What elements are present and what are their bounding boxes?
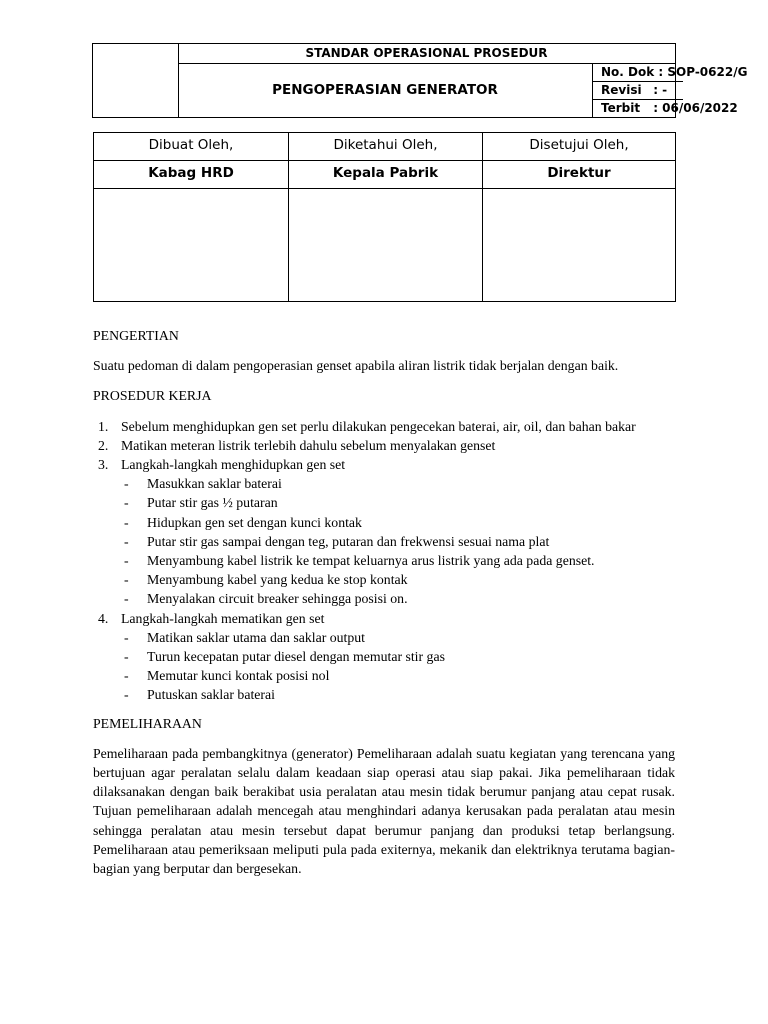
revision-value: - bbox=[662, 83, 668, 97]
issue-date-row bbox=[593, 100, 738, 117]
dash-bullet: - bbox=[124, 572, 129, 588]
substep bbox=[93, 628, 675, 647]
signature-box bbox=[94, 189, 288, 301]
substep-text: Menyambung kabel yang kedua ke stop kontak bbox=[147, 572, 408, 588]
dash-bullet: - bbox=[124, 495, 129, 511]
doc-number-value: SOP-0622/G bbox=[667, 65, 748, 79]
substep-text: Putar stir gas sampai dengan teg, putaran dan frekwensi sesuai nama plat bbox=[147, 533, 550, 549]
document-header-table bbox=[92, 43, 748, 118]
substep-text: Hidupkan gen set dengan kunci kontak bbox=[147, 514, 362, 530]
substep-text: Putuskan saklar baterai bbox=[147, 687, 275, 703]
step-text: Langkah-langkah mematikan gen set bbox=[121, 610, 325, 626]
substep-text: Menyalakan circuit breaker sehingga posisi on. bbox=[147, 591, 408, 607]
doc-number-label: No. Dok bbox=[601, 65, 655, 79]
procedure-steps-list bbox=[93, 417, 675, 705]
dash-bullet: - bbox=[124, 629, 129, 645]
substep bbox=[93, 685, 675, 704]
step-text: Sebelum menghidupkan gen set perlu dilakukan pengecekan baterai, air, oil, dan bahan bakar bbox=[121, 418, 636, 434]
substep bbox=[93, 666, 675, 685]
substep bbox=[93, 551, 675, 570]
issue-date-separator: : bbox=[653, 101, 663, 115]
pemeliharaan-paragraph: Pemeliharaan pada pembangkitnya (generator) Pemeliharaan adalah suatu kegiatan yang terencana yang bertujuan agar peralatan selalu dalam keadaan siap operasi atau siap pakai. Jika pemeliharaan tidak dilaksanakan dengan baik berakibat usia peralatan atau mesin tidak berumur panjang atau cepat rusak. Tujuan pemeliharaan adalah mencegah atau menghindari adanya kerusakan pada peralatan atau mesin sehingga peralatan atau mesin tersebut dapat berumur panjang dan produksi tetap berlangsung. Pemeliharaan atau pemeriksaan meliputi pula pada exiternya, mekanik dan elektriknya terutama bagian-bagian yang berputar dan bergesekan. bbox=[93, 745, 675, 877]
procedure-step bbox=[93, 436, 675, 455]
dash-bullet: - bbox=[124, 553, 129, 569]
logo-cell bbox=[93, 44, 179, 117]
substep-text: Memutar kunci kontak posisi nol bbox=[147, 668, 330, 684]
revision-label: Revisi bbox=[601, 83, 642, 97]
approval-role: Diketahui Oleh, bbox=[289, 133, 482, 161]
section-heading-pemeliharaan: PEMELIHARAAN bbox=[93, 715, 202, 731]
procedure-step bbox=[93, 455, 675, 609]
step-text: Matikan meteran listrik terlebih dahulu sebelum menyalakan genset bbox=[121, 437, 496, 453]
step-number: 3. bbox=[98, 457, 109, 473]
procedure-step bbox=[93, 609, 675, 705]
dash-bullet: - bbox=[124, 591, 129, 607]
dash-bullet: - bbox=[124, 649, 129, 665]
start-substeps-list bbox=[121, 474, 675, 608]
signature-box bbox=[289, 189, 482, 301]
step-number: 1. bbox=[98, 418, 109, 434]
step-text: Langkah-langkah menghidupkan gen set bbox=[121, 457, 346, 473]
approval-column-prepared bbox=[94, 133, 289, 301]
pengertian-paragraph: Suatu pedoman di dalam pengoperasian genset apabila aliran listrik tidak berjalan dengan baik. bbox=[93, 358, 619, 374]
dash-bullet: - bbox=[124, 687, 129, 703]
issue-date-label: Terbit bbox=[601, 101, 641, 115]
substep bbox=[93, 474, 675, 493]
stop-substeps-list bbox=[121, 628, 675, 705]
substep-text: Turun kecepatan putar diesel dengan memutar stir gas bbox=[147, 649, 445, 665]
substep bbox=[93, 493, 675, 512]
approval-column-acknowledged bbox=[289, 133, 483, 301]
substep-text: Masukkan saklar baterai bbox=[147, 476, 282, 492]
dash-bullet: - bbox=[124, 476, 129, 492]
substep-text: Putar stir gas ½ putaran bbox=[147, 495, 278, 511]
step-number: 4. bbox=[98, 610, 109, 626]
approval-role: Disetujui Oleh, bbox=[483, 133, 675, 161]
signature-box bbox=[483, 189, 675, 301]
revision-separator: : bbox=[653, 83, 663, 97]
procedure-step bbox=[93, 417, 675, 436]
approval-position: Kepala Pabrik bbox=[289, 161, 482, 189]
substep bbox=[93, 647, 675, 666]
approval-column-approved bbox=[483, 133, 675, 301]
substep bbox=[93, 513, 675, 532]
section-heading-prosedur: PROSEDUR KERJA bbox=[93, 388, 212, 404]
approval-position: Kabag HRD bbox=[94, 161, 288, 189]
sop-title: STANDAR OPERASIONAL PROSEDUR bbox=[178, 44, 675, 64]
document-title: PENGOPERASIAN GENERATOR bbox=[178, 64, 593, 117]
dash-bullet: - bbox=[124, 668, 129, 684]
section-heading-pengertian: PENGERTIAN bbox=[93, 328, 179, 343]
step-number: 2. bbox=[98, 437, 109, 453]
dash-bullet: - bbox=[124, 533, 129, 549]
doc-number-separator: : bbox=[658, 65, 668, 79]
substep bbox=[93, 532, 675, 551]
substep-text: Menyambung kabel listrik ke tempat keluarnya arus listrik yang ada pada genset. bbox=[147, 553, 595, 569]
approval-position: Direktur bbox=[483, 161, 675, 189]
doc-number-row bbox=[593, 64, 748, 82]
revision-row bbox=[593, 82, 683, 100]
substep bbox=[93, 570, 675, 589]
substep bbox=[93, 589, 675, 608]
approval-table bbox=[93, 132, 676, 302]
approval-role: Dibuat Oleh, bbox=[94, 133, 288, 161]
document-body bbox=[93, 326, 675, 878]
substep-text: Matikan saklar utama dan saklar output bbox=[147, 629, 366, 645]
dash-bullet: - bbox=[124, 514, 129, 530]
issue-date-value: 06/06/2022 bbox=[662, 101, 738, 115]
